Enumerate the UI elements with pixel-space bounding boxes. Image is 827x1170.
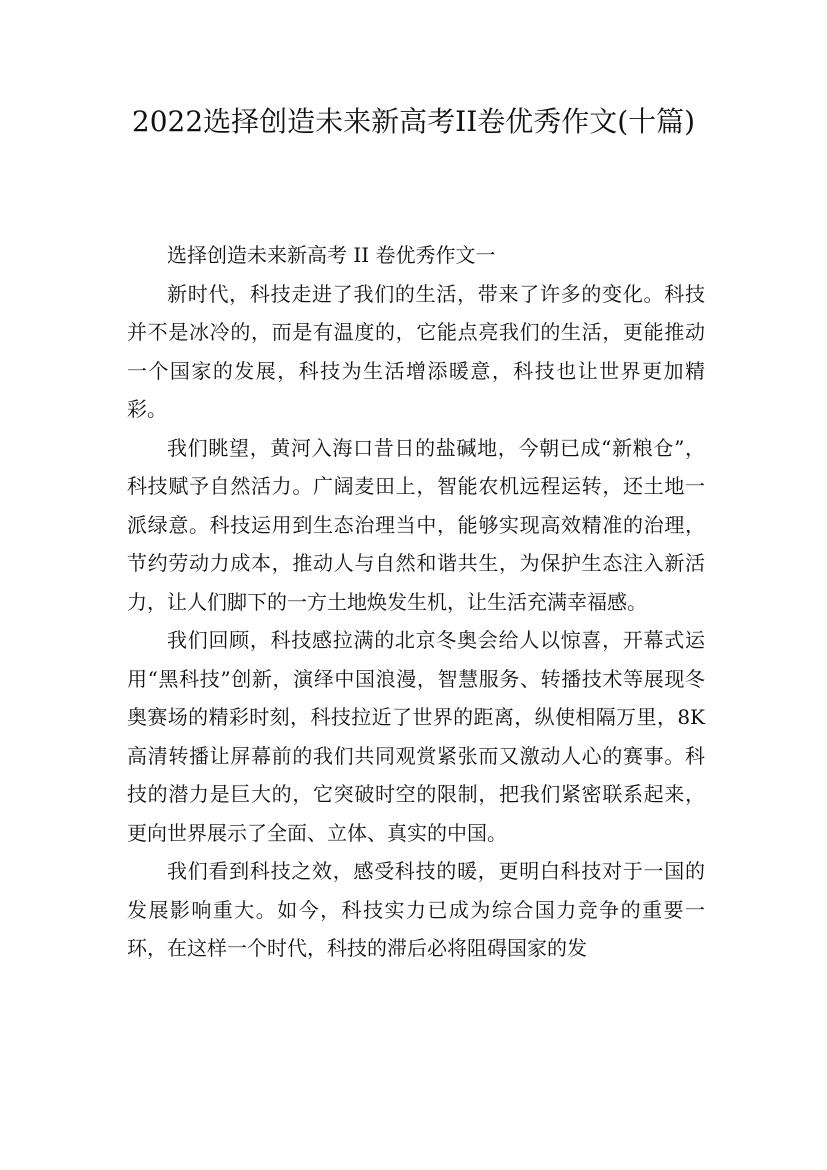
paragraph: 我们看到科技之效，感受科技的暖，更明白科技对于一国的发展影响重大。如今，科技实力已成为综合国力竞争的重要一环，在这样一个时代，科技的滞后必将阻碍国家的发 xyxy=(127,859,705,960)
section-heading: 选择创造未来新高考 II 卷优秀作文一 xyxy=(167,243,496,267)
paragraph: 我们眺望，黄河入海口昔日的盐碱地，今朝已成“新粮仓”，科技赋予自然活力。广阔麦田上，智能农机远程运转，还土地一派绿意。科技运用到生态治理当中，能够实现高效精准的治理，节约劳动力成本，推动人与自然和谐共生，为保护生态注入新活力，让人们脚下的一方土地焕发生机，让生活充满幸福感。 xyxy=(127,435,705,614)
paragraph: 我们回顾，科技感拉满的北京冬奥会给人以惊喜，开幕式运用“黑科技”创新，演绎中国浪漫，智慧服务、转播技术等展现冬奥赛场的精彩时刻，科技拉近了世界的距离，纵使相隔万里，8K 高清转播让屏幕前的我们共同观赏紧张而又激动人心的赛事。科技的潜力是巨大的，它突破时空的限制，把我们紧密联系起来，更向世界展示了全面、立体、真实的中国。 xyxy=(127,628,705,845)
document-body xyxy=(127,236,705,968)
document-title: 2022选择创造未来新高考II卷优秀作文(十篇) xyxy=(131,105,696,138)
paragraph: 新时代，科技走进了我们的生活，带来了许多的变化。科技并不是冰冷的，而是有温度的，它能点亮我们的生活，更能推动一个国家的发展，科技为生活增添暖意，科技也让世界更加精彩。 xyxy=(127,281,705,421)
